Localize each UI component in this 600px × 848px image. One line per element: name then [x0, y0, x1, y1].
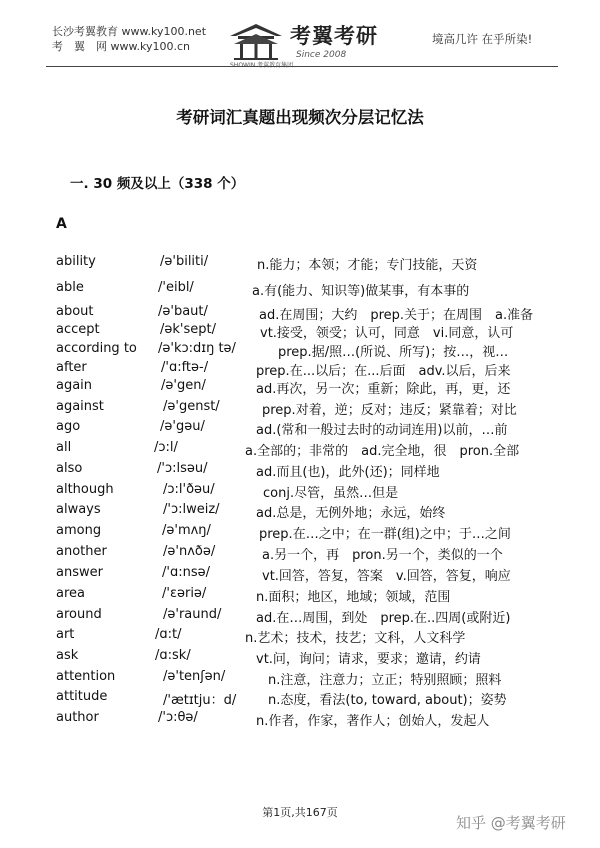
entry-word: according to — [56, 341, 137, 356]
entry-phonetic: /'ɑ:nsə/ — [162, 565, 210, 580]
entry-word: again — [56, 378, 93, 393]
entry-word: about — [56, 304, 94, 319]
entry-phonetic: /ə'gəu/ — [160, 419, 205, 434]
entry-phonetic: /ək'sept/ — [160, 322, 216, 337]
list-item — [0, 254, 600, 274]
entry-definition: conj.尽管，虽然…但是 — [263, 486, 399, 501]
entry-word: among — [56, 523, 102, 538]
letter-heading: A — [56, 216, 67, 232]
entry-phonetic: /ə'biliti/ — [160, 254, 209, 269]
entry-phonetic: /ɔ:l/ — [154, 440, 178, 455]
list-item — [0, 322, 600, 342]
entry-phonetic: /'eibl/ — [158, 280, 194, 295]
entry-definition: ad.总是，无例外地；永远，始终 — [256, 506, 446, 521]
entry-word: attention — [56, 669, 116, 684]
entry-word: answer — [56, 565, 103, 580]
entry-word: able — [56, 280, 84, 295]
watermark: 知乎 @考翼考研 — [456, 814, 566, 832]
entry-phonetic: /ə'mʌŋ/ — [162, 523, 211, 538]
list-item — [0, 523, 600, 543]
brand-logo — [226, 16, 386, 70]
entry-phonetic: /ɑ:sk/ — [155, 648, 191, 663]
header-contact — [52, 24, 206, 54]
entry-definition: a.有(能力、知识等)做某事，有本事的 — [252, 284, 470, 299]
entry-phonetic: /ə'tenʃən/ — [163, 669, 226, 684]
entry-definition: n.态度，看法(to, toward, about)；姿势 — [268, 693, 507, 708]
header-website-2: 考 翼 网 www.ky100.cn — [52, 40, 190, 53]
entry-phonetic: /'ɑ:ftə-/ — [161, 360, 209, 375]
entry-definition: n.注意，注意力；立正；特别照顾；照料 — [268, 673, 502, 688]
header-website-1: 长沙考翼教育 www.ky100.net — [52, 25, 207, 38]
section-heading: 一. 30 频及以上（338 个） — [70, 176, 245, 192]
entry-definition: ad.在周围；大约 prep.关于；在周围 a.准备 — [259, 308, 534, 323]
entry-definition: ad.(常和一般过去时的动词连用)以前，…前 — [256, 423, 508, 438]
list-item — [0, 627, 600, 647]
list-item — [0, 648, 600, 668]
entry-word: around — [56, 607, 102, 622]
list-item — [0, 689, 600, 709]
entry-phonetic: /ə'genst/ — [163, 399, 220, 414]
entry-definition: prep.对着，逆；反对；违反；紧靠着；对比 — [262, 403, 517, 418]
entry-definition: prep.在…之中；在一群(组)之中；于…之间 — [259, 527, 511, 542]
entry-phonetic: /'ɔ:lweiz/ — [163, 502, 220, 517]
entry-definition: a.另一个，再 pron.另一个，类似的一个 — [262, 548, 503, 563]
entry-word: also — [56, 461, 83, 476]
list-item — [0, 378, 600, 398]
list-item — [0, 586, 600, 606]
list-item — [0, 440, 600, 460]
entry-definition: ad.在…周围，到处 prep.在..四周(或附近) — [256, 611, 511, 626]
page-number: 第1页,共167页 — [262, 806, 338, 819]
list-item — [0, 461, 600, 481]
entry-word: ability — [56, 254, 96, 269]
entry-definition: vt.问，询问；请求，要求；邀请，约请 — [256, 652, 481, 667]
entry-phonetic: /'ɛəriə/ — [162, 586, 207, 601]
entry-phonetic: /'ɔ:θə/ — [158, 710, 198, 725]
entry-phonetic: /'ɔ:lsəu/ — [157, 461, 208, 476]
entry-definition: prep.据/照…(所说、所写)；按…，视… — [278, 345, 509, 360]
entry-phonetic: /ə'gen/ — [161, 378, 206, 393]
list-item — [0, 607, 600, 627]
entry-phonetic: /ə'baut/ — [158, 304, 208, 319]
entry-word: after — [56, 360, 87, 375]
entry-word: accept — [56, 322, 100, 337]
entry-definition: prep.在...以后；在...后面 adv.以后，后来 — [256, 364, 511, 379]
entry-word: author — [56, 710, 99, 725]
logo-brand — [230, 60, 293, 69]
entry-word: although — [56, 482, 114, 497]
entry-phonetic: /ə'raund/ — [163, 607, 222, 622]
entry-word: art — [56, 627, 75, 642]
list-item — [0, 482, 600, 502]
entry-definition: a.全部的；非常的 ad.完全地，很 pron.全部 — [245, 444, 520, 459]
entry-word: area — [56, 586, 85, 601]
entry-word: attitude — [56, 689, 108, 704]
entry-definition: n.艺术；技术，技艺；文科，人文科学 — [245, 631, 466, 646]
list-item — [0, 565, 600, 585]
entry-definition: n.能力；本领；才能；专门技能，天资 — [257, 258, 478, 273]
list-item — [0, 280, 600, 300]
header-slogan: 境高几许 在乎所染! — [432, 32, 533, 46]
entry-definition: n.作者，作家，著作人；创始人，发起人 — [256, 714, 490, 729]
entry-word: ago — [56, 419, 81, 434]
entry-definition: ad.而且(也)，此外(还)；同样地 — [256, 465, 440, 480]
entry-word: all — [56, 440, 72, 455]
entry-phonetic: /ɔ:l'ðəu/ — [163, 482, 215, 497]
list-item — [0, 710, 600, 730]
entry-phonetic: /ɑ:t/ — [155, 627, 182, 642]
logo-text: 考翼考研 — [290, 24, 378, 48]
list-item — [0, 360, 600, 380]
entry-definition: ad.再次，另一次；重新；除此，再，更，还 — [256, 382, 511, 397]
entry-word: against — [56, 399, 104, 414]
entry-word: another — [56, 544, 107, 559]
list-item — [0, 304, 600, 324]
list-item — [0, 419, 600, 439]
entry-word: ask — [56, 648, 79, 663]
list-item — [0, 544, 600, 564]
entry-definition: vt.回答，答复，答案 v.回答，答复，响应 — [262, 569, 511, 584]
header-divider — [46, 66, 558, 67]
entry-phonetic: /ə'kɔ:dɪŋ tə/ — [158, 341, 236, 356]
logo-since: Since 2008 — [296, 50, 347, 60]
entry-definition: vt.接受，领受；认可，同意 vi.同意，认可 — [260, 326, 514, 341]
entry-word: always — [56, 502, 101, 517]
entry-definition: n.面积；地区，地域；领域，范围 — [256, 590, 451, 605]
list-item — [0, 669, 600, 689]
list-item — [0, 399, 600, 419]
list-item — [0, 341, 600, 361]
list-item — [0, 502, 600, 522]
page-title: 考研词汇真题出现频次分层记忆法 — [176, 108, 424, 127]
entry-phonetic: /ə'nʌðə/ — [163, 544, 216, 559]
entry-phonetic: /'ætɪtju：d/ — [163, 693, 237, 708]
